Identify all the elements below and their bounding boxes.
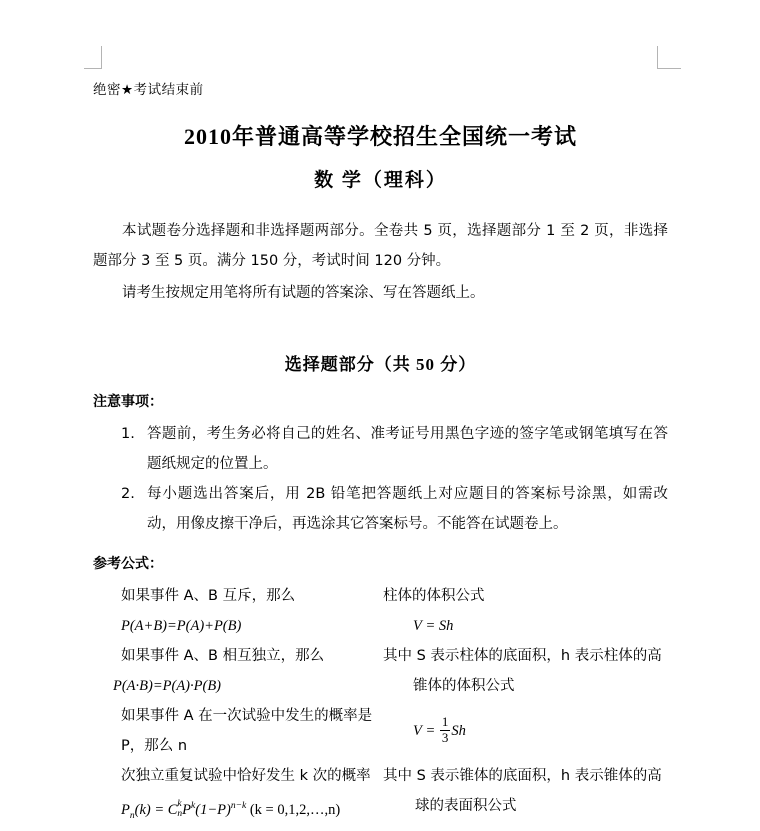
binomial-probability-formula: $P_n(k) = C$ k n $P^k(1-P)^{n-k}$ (k = 0,1,2,…,n) <box>121 798 341 821</box>
cone-volume-formula: V = $\frac{1}{3}$ Sh <box>413 714 466 745</box>
formula-left-text: 如果事件 A 在一次试验中发生的概率是 P，那么 n <box>121 708 373 754</box>
formula-row <box>93 641 668 671</box>
crop-mark-top-right <box>657 46 681 69</box>
probability-independence-formula: P(A·B)=P(A)·P(B) <box>113 678 222 694</box>
formula-row <box>93 791 668 831</box>
one-third-fraction <box>440 715 451 745</box>
notes-label: 注意事项： <box>93 394 163 410</box>
intro-paragraph-2: 请考生按规定用笔将所有试题的答案涂、写在答题纸上。 <box>122 285 485 301</box>
secrecy-notice: 绝密★考试结束前 <box>93 82 204 98</box>
formula-right-math <box>383 611 668 641</box>
crop-mark-top-left <box>84 46 102 69</box>
section-heading: 选择题部分（共 50 分） <box>284 355 477 374</box>
formula-right-text: 其中 S 表示柱体的底面积，h 表示柱体的高 <box>383 648 662 664</box>
formula-left-text: 如果事件 A、B 互斥，那么 <box>121 588 296 604</box>
intro-paragraph-1: 本试题卷分选择题和非选择题两部分。全卷共 5 页，选择题部分 1 至 2 页，非选择题部分 3 至 5 页。满分 150 分，考试时间 120 分钟。 <box>93 223 668 269</box>
formulas-label: 参考公式： <box>93 556 163 572</box>
k-range: (k = 0,1,2,…,n) <box>249 801 341 818</box>
formula-row <box>93 671 668 701</box>
prism-volume-formula: V = Sh <box>413 618 454 634</box>
formula-left-math <box>93 791 405 831</box>
note-number: 2. <box>121 486 135 502</box>
formula-left-text: 如果事件 A、B 相互独立，那么 <box>121 648 325 664</box>
formula-left-math <box>93 671 383 701</box>
note-item <box>121 419 668 479</box>
formula-right-text: 其中 S 表示锥体的底面积，h 表示锥体的高 <box>383 768 662 784</box>
formula-right-text: 锥体的体积公式 <box>413 678 515 694</box>
formula-left-text: 次独立重复试验中恰好发生 k 次的概率 <box>121 768 371 784</box>
formula-row <box>93 581 668 611</box>
formula-row <box>93 611 668 641</box>
note-text: 每小题选出答案后，用 2B 铅笔把答题纸上对应题目的答案标号涂黑，如需改动，用像皮擦干净后，再选涂其它答案标号。不能答在试题卷上。 <box>147 486 668 532</box>
note-item <box>121 479 668 539</box>
formula-left-math <box>93 611 383 641</box>
page-title: 2010年普通高等学校招生全国统一考试 <box>183 124 577 149</box>
formula-row <box>93 701 668 761</box>
fraction-numerator: 1 <box>441 714 449 730</box>
probability-addition-formula: P(A+B)=P(A)+P(B) <box>121 618 242 634</box>
page-subtitle: 数 学（理科） <box>314 170 447 191</box>
reference-formulas-block <box>93 581 668 831</box>
formula-row <box>93 761 668 791</box>
document-content <box>93 78 668 831</box>
binomial-coefficient-indices: k n <box>177 798 183 819</box>
formula-right-text: 球的表面积公式 <box>415 798 517 814</box>
formula-right-math <box>383 716 668 747</box>
note-number: 1. <box>121 426 135 442</box>
notes-list <box>93 419 668 539</box>
fraction-denominator: 3 <box>441 729 449 745</box>
note-text: 答题前，考生务必将自己的姓名、准考证号用黑色字迹的签字笔或钢笔填写在答题纸规定的位置上。 <box>147 426 668 472</box>
formula-right-text: 柱体的体积公式 <box>383 588 485 604</box>
